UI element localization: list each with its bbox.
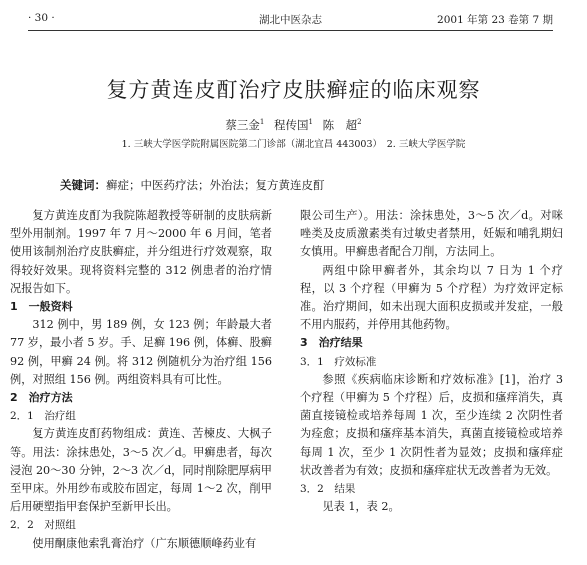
journal-name: 湖北中医杂志 — [259, 14, 322, 26]
body-paragraph: 参照《疾病临床诊断和疗效标准》[1]，治疗 3 个疗程（甲癣为 5 个疗程）后，皮损和瘙痒消失，真菌直接镜检或培养每周 1 次，至少连续 2 次阴性者为痊愈；皮损和瘙痒基本消失，真菌直接镜检或培养每周 1 次，至少 1 次阴性者为显效；皮损和瘙痒症状改善者为有效；皮损和瘙痒症状无改善者为无效。 — [300, 372, 563, 477]
left-column — [10, 207, 272, 553]
section-heading: 1 一般资料 — [10, 300, 73, 314]
article-title: 复方黄连皮酊治疗皮肤癣症的临床观察 — [106, 78, 481, 102]
issue-info: 2001 年第 23 卷第 7 期 — [437, 14, 553, 26]
subsection-heading: 2．2 对照组 — [10, 519, 76, 532]
author-name: 蔡三金$^1$ — [225, 118, 265, 132]
subsection-heading: 2．1 治疗组 — [10, 410, 76, 423]
body-paragraph: 复方黄连皮酊药物组成：黄连、苦楝皮、大枫子等。用法：涂抹患处，3～5 次／d。甲癣患者，每次浸泡 20～30 分钟，2～3 次／d，同时削除肥厚病甲至甲床。外用纱布或胶布固定，每周 1～2 次，削甲后用硬塑指甲套保护至新甲长出。 — [10, 427, 272, 514]
header-rule — [28, 30, 553, 31]
keywords — [60, 177, 325, 193]
running-header — [28, 10, 553, 30]
right-column — [300, 207, 563, 516]
body-paragraph: 312 例中，男 189 例，女 123 例；年龄最大者 77 岁，最小者 5 岁。手、足癣 196 例，体癣、股癣 92 例，甲癣 24 例。将 312 例随机分为治疗组 156 例，对照组 156 例。两组资料具有可比性。 — [10, 318, 272, 386]
keywords-text: 癣症；中医药疗法；外治法；复方黄连皮酊 — [106, 178, 325, 192]
section-heading: 2 治疗方法 — [10, 391, 73, 405]
body-paragraph: 两组中除甲癣者外，其余均以 7 日为 1 个疗程，以 3 个疗程（甲癣为 5 个疗程）为疗效评定标准。治疗期间，如未出现大面积皮损或并发症，一般不用内服药，并停用其他药物。 — [300, 263, 563, 332]
author-list — [0, 117, 587, 133]
body-paragraph: 限公司生产）。用法：涂抹患处，3～5 次／d。对咪唑类及皮质激素类有过敏史者禁用，妊娠和哺乳期妇女慎用。甲癣患者配合刀削，方法同上。 — [300, 209, 563, 259]
author-name: 陈 超$^2$ — [322, 118, 362, 132]
page-number: · 30 · — [28, 12, 55, 24]
subsection-heading: 3．1 疗效标准 — [300, 355, 377, 368]
keywords-label: 关键词： — [60, 178, 106, 192]
intro-paragraph: 复方黄连皮酊为我院陈超教授等研制的皮肤病新型外用制剂。1997 年 7 月～2000 年 6 月间，笔者使用该制剂治疗皮肤癣症，并分组进行疗效观察，取得较好效果。现将资料完整的 312 例患者的治疗情况报告如下。 — [10, 209, 272, 295]
affiliations: 1. 三峡大学医学院附属医院第二门诊部（湖北宜昌 443003） 2. 三峡大学医学院 — [121, 139, 466, 150]
body-paragraph: 见表 1，表 2。 — [322, 500, 400, 514]
section-heading: 3 治疗结果 — [300, 336, 363, 350]
body-paragraph: 使用酮康他索乳膏治疗（广东顺德顺峰药业有 — [32, 536, 257, 550]
author-name: 程传国$^1$ — [274, 118, 313, 132]
subsection-heading: 3．2 结果 — [300, 483, 356, 496]
